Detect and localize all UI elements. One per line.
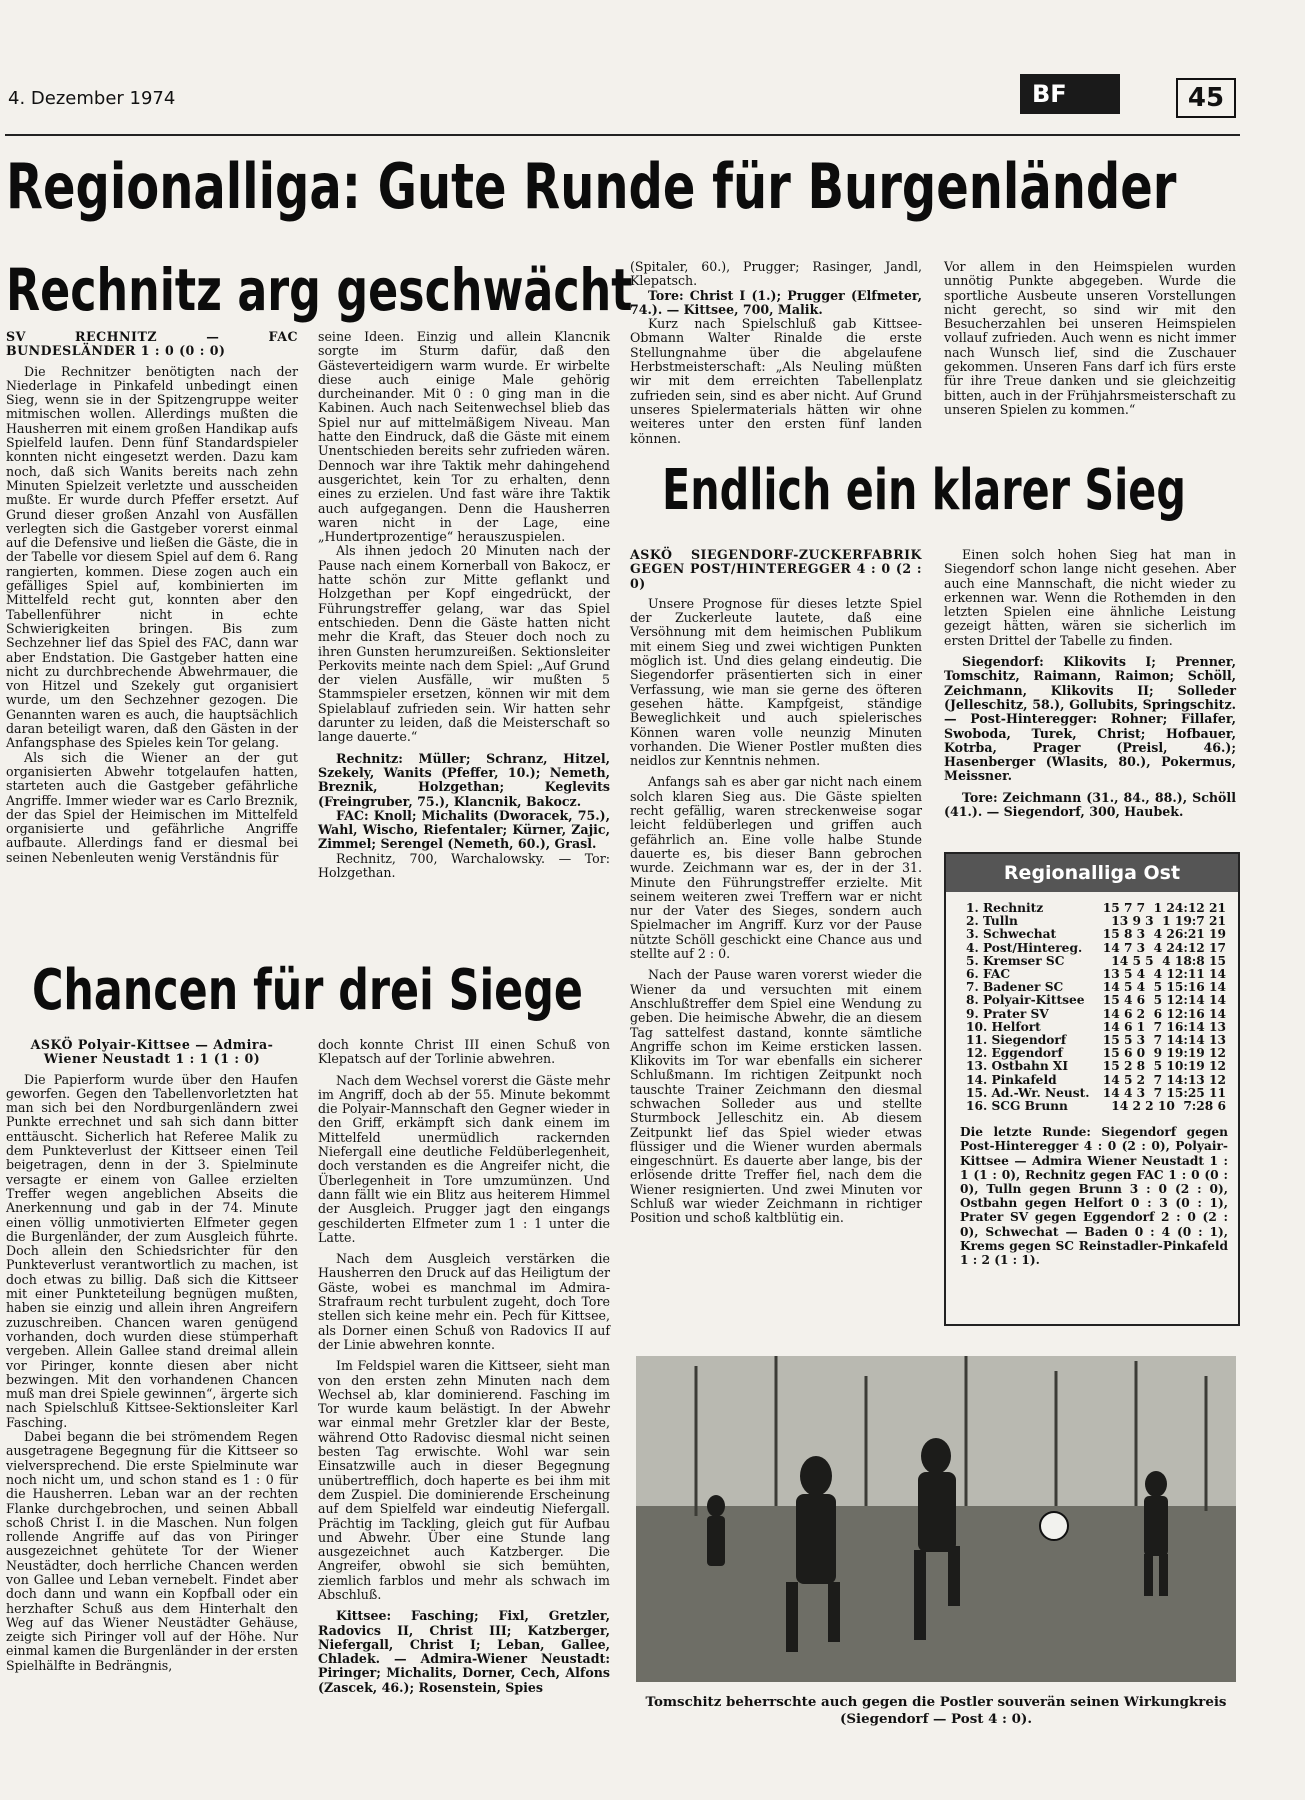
paragraph: Kurz nach Spielschluß gab Kittsee-Obmann Walter Rinalde die erste Stellungnahme über die abgelaufene Herbstmeisterschaft: „Als Neuling müßten wir mit dem erreichten Tabellenplatz zufrieden sein, sind es aber nicht. Auf Grund unseres Spielermaterials hätten wir ohne weiteres unter den ersten fünf landen können. <box>630 316 922 446</box>
page-number: 45 <box>1176 78 1236 118</box>
brand-label: BF <box>1032 80 1067 108</box>
article3-column-1 <box>630 548 922 1226</box>
standings-row <box>966 928 1226 941</box>
goals-siegendorf: Tore: Zeichmann (31., 84., 88.), Schöll (41.). — Siegendorf, 300, Haubek. <box>944 789 1236 820</box>
standings-stats: 15 4 6 5 12:14 14 <box>1102 993 1226 1008</box>
standings-stats: 15 6 0 9 19:19 12 <box>1102 1046 1226 1061</box>
standings-stats: 15 8 3 4 26:21 19 <box>1102 927 1226 942</box>
standings-stats: 14 5 4 5 15:16 14 <box>1102 980 1226 995</box>
paragraph: seine Ideen. Einzig und allein Klancnik sorgte im Sturm dafür, daß den Gästeverteidigern warm wurde. Er wirbelte diese auch einige Male gehörig durcheinander. Mit 0 : 0 ging man in die Kabinen. Auch nach Seitenwechsel blieb das Spiel nur auf mittelmäßigem Niveau. Man hatte den Eindruck, daß die Gäste mit einem Unentschieden bereits sehr zufrieden wären. Dennoch war ihre Taktik mehr dahingehend ausgerichtet, kein Tor zu erhalten, denn eines zu erzielen. Und fast wäre ihre Taktik auch aufgegangen. Denn die Hausherren waren nicht in der Lage, eine „Hundertprozentige“ herauszuspielen. <box>318 329 610 545</box>
main-headline: Regionalliga: Gute Runde für Burgenländer <box>6 150 1177 223</box>
lineup-fac: FAC: Knoll; Michalits (Dworacek, 75.), Wahl, Wischo, Riefentaler; Kürner, Zajic, Zimmel; Serengel (Nemeth, 60.), Grasl. <box>318 807 610 852</box>
lineup-kittsee: Kittsee: Fasching; Fixl, Gretzler, Radovics II, Christ III; Katzberger, Niefergall, Christ I; Leban, Gallee, Chladek. — Admira-Wiener Neustadt: Piringer; Michalits, Dorner, Cech, Alfons (Zascek, 46.); Rosenstein, Spies <box>318 1608 610 1695</box>
paragraph: Nach dem Ausgleich verstärken die Hausherren den Druck auf das Heiligtum der Gäste, wobei es manchmal im Admira-Strafraum recht turbulent zugeht, doch Tore stellen sich keine mehr ein. Pech für Kittsee, als Dorner einen Schuß von Radovics II auf der Linie abwehren konnte. <box>318 1251 610 1352</box>
paragraph: Anfangs sah es aber gar nicht nach einem solch klaren Sieg aus. Die Gäste spielten recht gefällig, waren streckenweise sogar leicht feldüberlegen und griffen auch gefährlich an. Eine volle halbe Stunde dauerte es, bis dieser Bann gebrochen wurde. Zeichmann war es, der in der 31. Minute den Führungstreffer erzielte. Mit seinem weiteren zwei Treffern war er nicht nur der Vater des Sieges, sondern auch Spielmacher im Angriff. Kurz vor der Pause nützte Schöll geschickt eine Chance aus und stellte auf 2 : 0. <box>630 774 922 962</box>
standings-stats: 13 9 3 1 19:7 21 <box>1111 914 1226 929</box>
article1-column-2 <box>318 330 610 880</box>
article2-headline: Chancen für drei Siege <box>32 958 583 1023</box>
paragraph: Die Rechnitzer benötigten nach der Niederlage in Pinkafeld unbedingt einen Sieg, wenn sie in der Spitzengruppe weiter mitmischen wollen. Allerdings mußten die Hausherren mit einem großen Handikap aufs Spielfeld laufen. Denn fünf Standardspieler konnten nicht eingesetzt werden. Dazu kam noch, daß sich Wanits bereits nach zehn Minuten Spielzeit verletzte und ausscheiden mußte. Er wurde durch Pfeffer ersetzt. Auf Grund dieser großen Anzahl von Ausfällen verlegten sich die Gastgeber vorerst einmal auf die Defensive und ließen die Gäste, die in der Tabelle vor diesem Spiel auf dem 6. Rang rangierten, kommen. Diese zogen auch ein gefälliges Spiel auf, kombinierten im Mittelfeld recht gut, konnten aber den Tabellenführer nicht in echte Schwierigkeiten bringen. Bis zum Sechzehner lief das Spiel des FAC, dann war aber Endstation. Die Gastgeber hatten eine nicht zu durchbrechende Abwehrmauer, die von Hitzel und Szekely gut organisiert wurde, um den Sechzehner gezogen. Die Genannten waren es auch, die hauptsächlich daran beteiligt waren, daß den Gästen in der Anfangsphase des Spieles kein Tor gelang. <box>6 363 298 751</box>
paragraph: Dabei begann die bei strömendem Regen ausgetragene Begegnung für die Kittseer so vielversprechend. Die erste Spielminute war noch nicht um, und schon stand es 1 : 0 für die Hausherren. Leban war an der rechten Flanke durchgebrochen, und seinen Abball schoß Christ I. in die Maschen. Nun folgen rollende Angriffe auf das von Piringer ausgezeichnet gehütete Tor der Wiener Neustädter, doch herrliche Chancen werden von Gallee und Leban vernebelt. Findet aber doch dann und wann ein Kopfball oder ein herzhafter Schuß aus dem Hinterhalt den Weg auf das Wiener Neustädter Gehäuse, zeigte sich Piringer voll auf der Höhe. Nur einmal kamen die Burgenländer in der ersten Spielhälfte in Bedrängnis, <box>6 1429 298 1673</box>
standings-stats: 14 7 3 4 24:12 17 <box>1102 940 1226 955</box>
paragraph: Einen solch hohen Sieg hat man in Siegendorf schon lange nicht gesehen. Aber auch eine Mannschaft, die nicht wieder zu erkennen war. Wenn die Rothemden in den letzten Spielen eine ähnliche Leistung gezeigt hätten, wären sie sicherlich im ersten Drittel der Tabelle zu finden. <box>944 547 1236 648</box>
article2-column-3 <box>630 260 922 446</box>
standings-row <box>966 994 1226 1007</box>
photo-illustration <box>636 1356 1236 1682</box>
standings-stats: 14 2 2 10 7:28 6 <box>1111 1099 1226 1114</box>
paragraph: (Spitaler, 60.), Prugger; Rasinger, Jandl, Klepatsch. <box>630 259 922 289</box>
standings-box <box>944 852 1240 1326</box>
standings-team: 11. Siegendorf <box>966 1033 1067 1048</box>
paragraph: Unsere Prognose für dieses letzte Spiel der Zuckerleute lautete, daß eine Versöhnung mit dem heimischen Publikum mit einem Sieg und zwei wichtigen Punkten möglich ist. Und dies gelang eindeutig. Die Siegendorfer präsentierten sich in einer Verfassung, wie man sie gerne des öfteren gesehen hätte. Kampfgeist, ständige Beweglichkeit und auch spielerisches Können waren volle neunzig Minuten vorhanden. Die Wiener Postler mußten dies neidlos zur Kenntnis nehmen. <box>630 595 922 769</box>
article1-headline: Rechnitz arg geschwächt <box>6 256 633 324</box>
standings-stats: 14 5 2 7 14:13 12 <box>1102 1072 1226 1087</box>
paragraph: doch konnte Christ III einen Schuß von Klepatsch auf der Torlinie abwehren. <box>318 1037 610 1067</box>
standings-team: 1. Rechnitz <box>966 901 1044 915</box>
standings-team: 3. Schwechat <box>966 927 1057 942</box>
paragraph: Als sich die Wiener an der gut organisierten Abwehr totgelaufen hatten, starteten auch die Gastgeber gefährliche Angriffe. Immer wieder war es Carlo Breznik, der das Spiel der Heimischen im Mittelfeld organisierte und gefährliche Angriffe aufbaute. Allerdings fand er diesmal bei seinen Nebenleuten wenig Verständnis für <box>6 749 298 865</box>
standings-team: 4. Post/Hintereg. <box>966 940 1083 955</box>
article2-column-2 <box>318 1038 610 1695</box>
article3-column-2 <box>944 548 1236 819</box>
issue-date: 4. Dezember 1974 <box>8 88 176 109</box>
standings-row <box>966 1008 1226 1021</box>
standings-team: 7. Badener SC <box>966 980 1064 995</box>
standings-row <box>966 1074 1226 1087</box>
article3-subhead: ASKÖ SIEGENDORF-ZUCKERFABRIK GEGEN POST/HINTEREGGER 4 : 0 (2 : 0) <box>630 547 922 591</box>
standings-table <box>946 892 1238 1113</box>
lineup-siegendorf: Siegendorf: Klikovits I; Prenner, Tomschitz, Raimann, Raimon; Schöll, Zeichmann, Klikovits II; Solleder (Jelleschitz, 58.), Gollubits, Springschitz. — Post-Hinteregger: Rohner; Fillafer, Swoboda, Turek, Christ; Hofbauer, Kotrba, Prager (Preisl, 46.); Hasenberger (Wlasits, 80.), Pokermus, Meissner. <box>944 654 1236 784</box>
standings-stats: 13 5 4 4 12:11 14 <box>1102 967 1226 982</box>
last-round: Die letzte Runde: Siegendorf gegen Post-Hinteregger 4 : 0 (2 : 0), Polyair-Kittsee — Admira Wiener Neustadt 1 : 1 (1 : 0), Rechnitz gegen FAC 1 : 0 (0 : 0), Tulln gegen Brunn 3 : 0 (2 : 0), Ostbahn gegen Helfort 0 : 3 (0 : 1), Prater SV gegen Eggendorf 2 : 0 (2 : 0), Schwechat — Baden 0 : 4 (0 : 1), Krems gegen SC Reinstadler-Pinkafeld 1 : 2 (1 : 1). <box>960 1125 1228 1268</box>
standings-stats: 15 5 3 7 14:14 13 <box>1102 1033 1226 1048</box>
standings-row <box>966 1060 1226 1073</box>
goals-kittsee: Tore: Christ I (1.); Prugger (Elfmeter, 74.). — Kittsee, 700, Malik. <box>630 287 922 317</box>
brand-box <box>1020 74 1120 114</box>
paragraph: Als ihnen jedoch 20 Minuten nach der Pause nach einem Kornerball von Bakocz, er hatte schön zur Mitte geflankt und Holzgethan per Kopf eingedrückt, der Führungstreffer gelang, war das Spiel entschieden. Denn die Gäste hatten nicht mehr die Kraft, das Steuer doch noch zu ihren Gunsten herumzureißen. Sektionsleiter Perkovits meinte nach dem Spiel: „Auf Grund der vielen Ausfälle, wir mußten 5 Stammspieler ersetzen, können wir mit dem Spielablauf zufrieden sein. Wir hatten sehr darunter zu leiden, daß die Meisterschaft so lange dauerte.“ <box>318 543 610 745</box>
paragraph: Nach dem Wechsel vorerst die Gäste mehr im Angriff, doch ab der 55. Minute bekommt die Polyair-Mannschaft den Gegner wieder in den Griff, erkämpft sich dank einem im Mittelfeld unermüdlich rackernden Niefergall eine deutliche Feldüberlegenheit, doch verstanden es die Angreifer nicht, die Überlegenheit in Tore umzumünzen. Und dann fällt wie ein Blitz aus heiterem Himmel der Ausgleich. Prugger jagt den eingangs geschilderten Elfmeter zum 1 : 1 unter die Latte. <box>318 1072 610 1245</box>
standings-team: 9. Prater SV <box>966 1006 1049 1021</box>
standings-team: 2. Tulln <box>966 914 1018 929</box>
photo-caption: Tomschitz beherrschte auch gegen die Postler souverän seinen Wirkungkreis (Siegendorf — Post 4 : 0). <box>645 1694 1227 1727</box>
standings-team: 13. Ostbahn XI <box>966 1059 1069 1074</box>
paragraph: Im Feldspiel waren die Kittseer, sieht man von den ersten zehn Minuten nach dem Wechsel ab, klar dominierend. Fasching im Tor wurde kaum belästigt. In der Abwehr war einmal mehr Gretzler klar der Beste, während Otto Radovisc diesmal nicht seinen besten Tag erwischte. Wohl war sein Einsatzwille auch in dieser Begegnung unübertrefflich, doch haperte es bei ihm mit dem Zuspiel. Die dominierende Erscheinung auf dem Spielfeld war eindeutig Niefergall. Prächtig im Tackling, gleich gut für Aufbau und Abwehr. Über eine Stunde lang ausgezeichnet auch Katzberger. Die Angreifer, obwohl sie sich bemühten, ziemlich farblos und mehr als schwach im Abschluß. <box>318 1358 610 1602</box>
standings-team: 12. Eggendorf <box>966 1046 1063 1061</box>
article3-headline: Endlich ein klarer Sieg <box>662 458 1186 523</box>
standings-stats: 15 7 7 1 24:12 21 <box>1102 901 1226 915</box>
standings-stats: 15 2 8 5 10:19 12 <box>1102 1059 1226 1074</box>
standings-stats: 14 5 5 4 18:8 15 <box>1111 953 1226 968</box>
match-photo <box>636 1356 1236 1682</box>
standings-team: 8. Polyair-Kittsee <box>966 993 1085 1008</box>
standings-team: 16. SCG Brunn <box>966 1099 1068 1114</box>
standings-team: 6. FAC <box>966 967 1011 982</box>
standings-stats: 14 6 1 7 16:14 13 <box>1102 1019 1226 1034</box>
standings-team: 14. Pinkafeld <box>966 1072 1057 1087</box>
paragraph: Nach der Pause waren vorerst wieder die Wiener da und versuchten mit einem Anschlußtreffer dem Spiel eine Wendung zu geben. Die heimische Abwehr, die an diesem Tag sattelfest dastand, konnte sämtliche Angriffe schon im Keime ersticken lassen. Klikovits im Tor war ebenfalls ein sicherer Schlußmann. Im richtigen Zeitpunkt noch tauschte Trainer Zeichmann den diesmal schwachen Solleder aus und stellte Sturmbock Jelleschitz ein. Ab diesem Zeitpunkt lief das Spiel wieder etwas flüssiger und die Wiener wurden abermals eingeschnürt. Es dauerte aber lange, bis der erlösende dritte Treffer fiel, nach dem die Wiener resignierten. Und zwei Minuten vor Schluß war wieder Zeichmann in richtiger Position und schoß kaltblütig ein. <box>630 967 922 1226</box>
lineup-rechnitz: Rechnitz: Müller; Schranz, Hitzel, Szekely, Wanits (Pfeffer, 10.); Nemeth, Breznik, Holzgethan; Keglevits (Freingruber, 75.), Klancnik, Bakocz. <box>318 750 610 809</box>
standings-title: Regionalliga Ost <box>946 854 1238 892</box>
standings-stats: 14 6 2 6 12:16 14 <box>1102 1006 1226 1021</box>
standings-row <box>966 1100 1226 1113</box>
standings-stats: 14 4 3 7 15:25 11 <box>1102 1085 1226 1100</box>
article2-column-1 <box>6 1038 298 1673</box>
standings-row <box>966 942 1226 955</box>
standings-team: 5. Kremser SC <box>966 953 1065 968</box>
article2-subhead: ASKÖ Polyair-Kittsee — Admira-Wiener Neustadt 1 : 1 (1 : 0) <box>30 1037 274 1067</box>
article1-subhead: SV RECHNITZ — FAC BUNDESLÄNDER 1 : 0 (0 : 0) <box>6 329 298 359</box>
article2-column-4 <box>944 260 1236 417</box>
standings-team: 15. Ad.-Wr. Neust. <box>966 1085 1090 1100</box>
header-rule <box>5 134 1240 136</box>
standings-team: 10. Helfort <box>966 1019 1041 1034</box>
article1-column-1 <box>6 330 298 865</box>
paragraph: Vor allem in den Heimspielen wurden unnötig Punkte abgegeben. Wurde die sportliche Ausbeute unseren Vorstellungen nicht gerecht, so sind wir mit den Besucherzahlen bei unseren Heimspielen vollauf zufrieden. Auch wenn es nicht immer nach Wunsch lief, sind die Zuschauer gekommen. Unseren Fans darf ich fürs erste für ihre Treue danken und sie gleichzeitig bitten, auch in der Frühjahrsmeisterschaft zu unseren Spielen zu kommen.“ <box>944 259 1236 417</box>
paragraph: Die Papierform wurde über den Haufen geworfen. Gegen den Tabellenvorletzten hat man sich bei den Nordburgenländern zwei Punkte errechnet und sah sich dann bitter enttäuscht. Sicherlich hat Referee Malik zu dem Punkteverlust der Kittseer einen Teil beigetragen, denn in der 3. Spielminute versagte er einem von Gallee erzielten Treffer wegen angeblichen Abseits die Anerkennung und gab in der 74. Minute einen völlig unmotivierten Elfmeter gegen die Burgenländer, der zum Ausgleich führte. Doch allein den Schiedsrichter für den Punkteverlust verantwortlich zu machen, ist doch etwas zu billig. Daß sich die Kittseer mit einer Punkteteilung begnügen mußten, haben sie einzig und allein ihren Angreifern zuzuschreiben. Chancen waren genügend vorhanden, doch wurden diese stümperhaft vergeben. Allein Gallee stand dreimal allein vor Piringer, konnte diesen aber nicht bezwingen. Mit den vorhandenen Chancen muß man drei Spiele gewinnen“, ärgerte sich nach Spielschluß Kittsee-Sektionsleiter Karl Fasching. <box>6 1071 298 1430</box>
match-facts: Rechnitz, 700, Warchalowsky. — Tor: Holzgethan. <box>318 850 610 880</box>
